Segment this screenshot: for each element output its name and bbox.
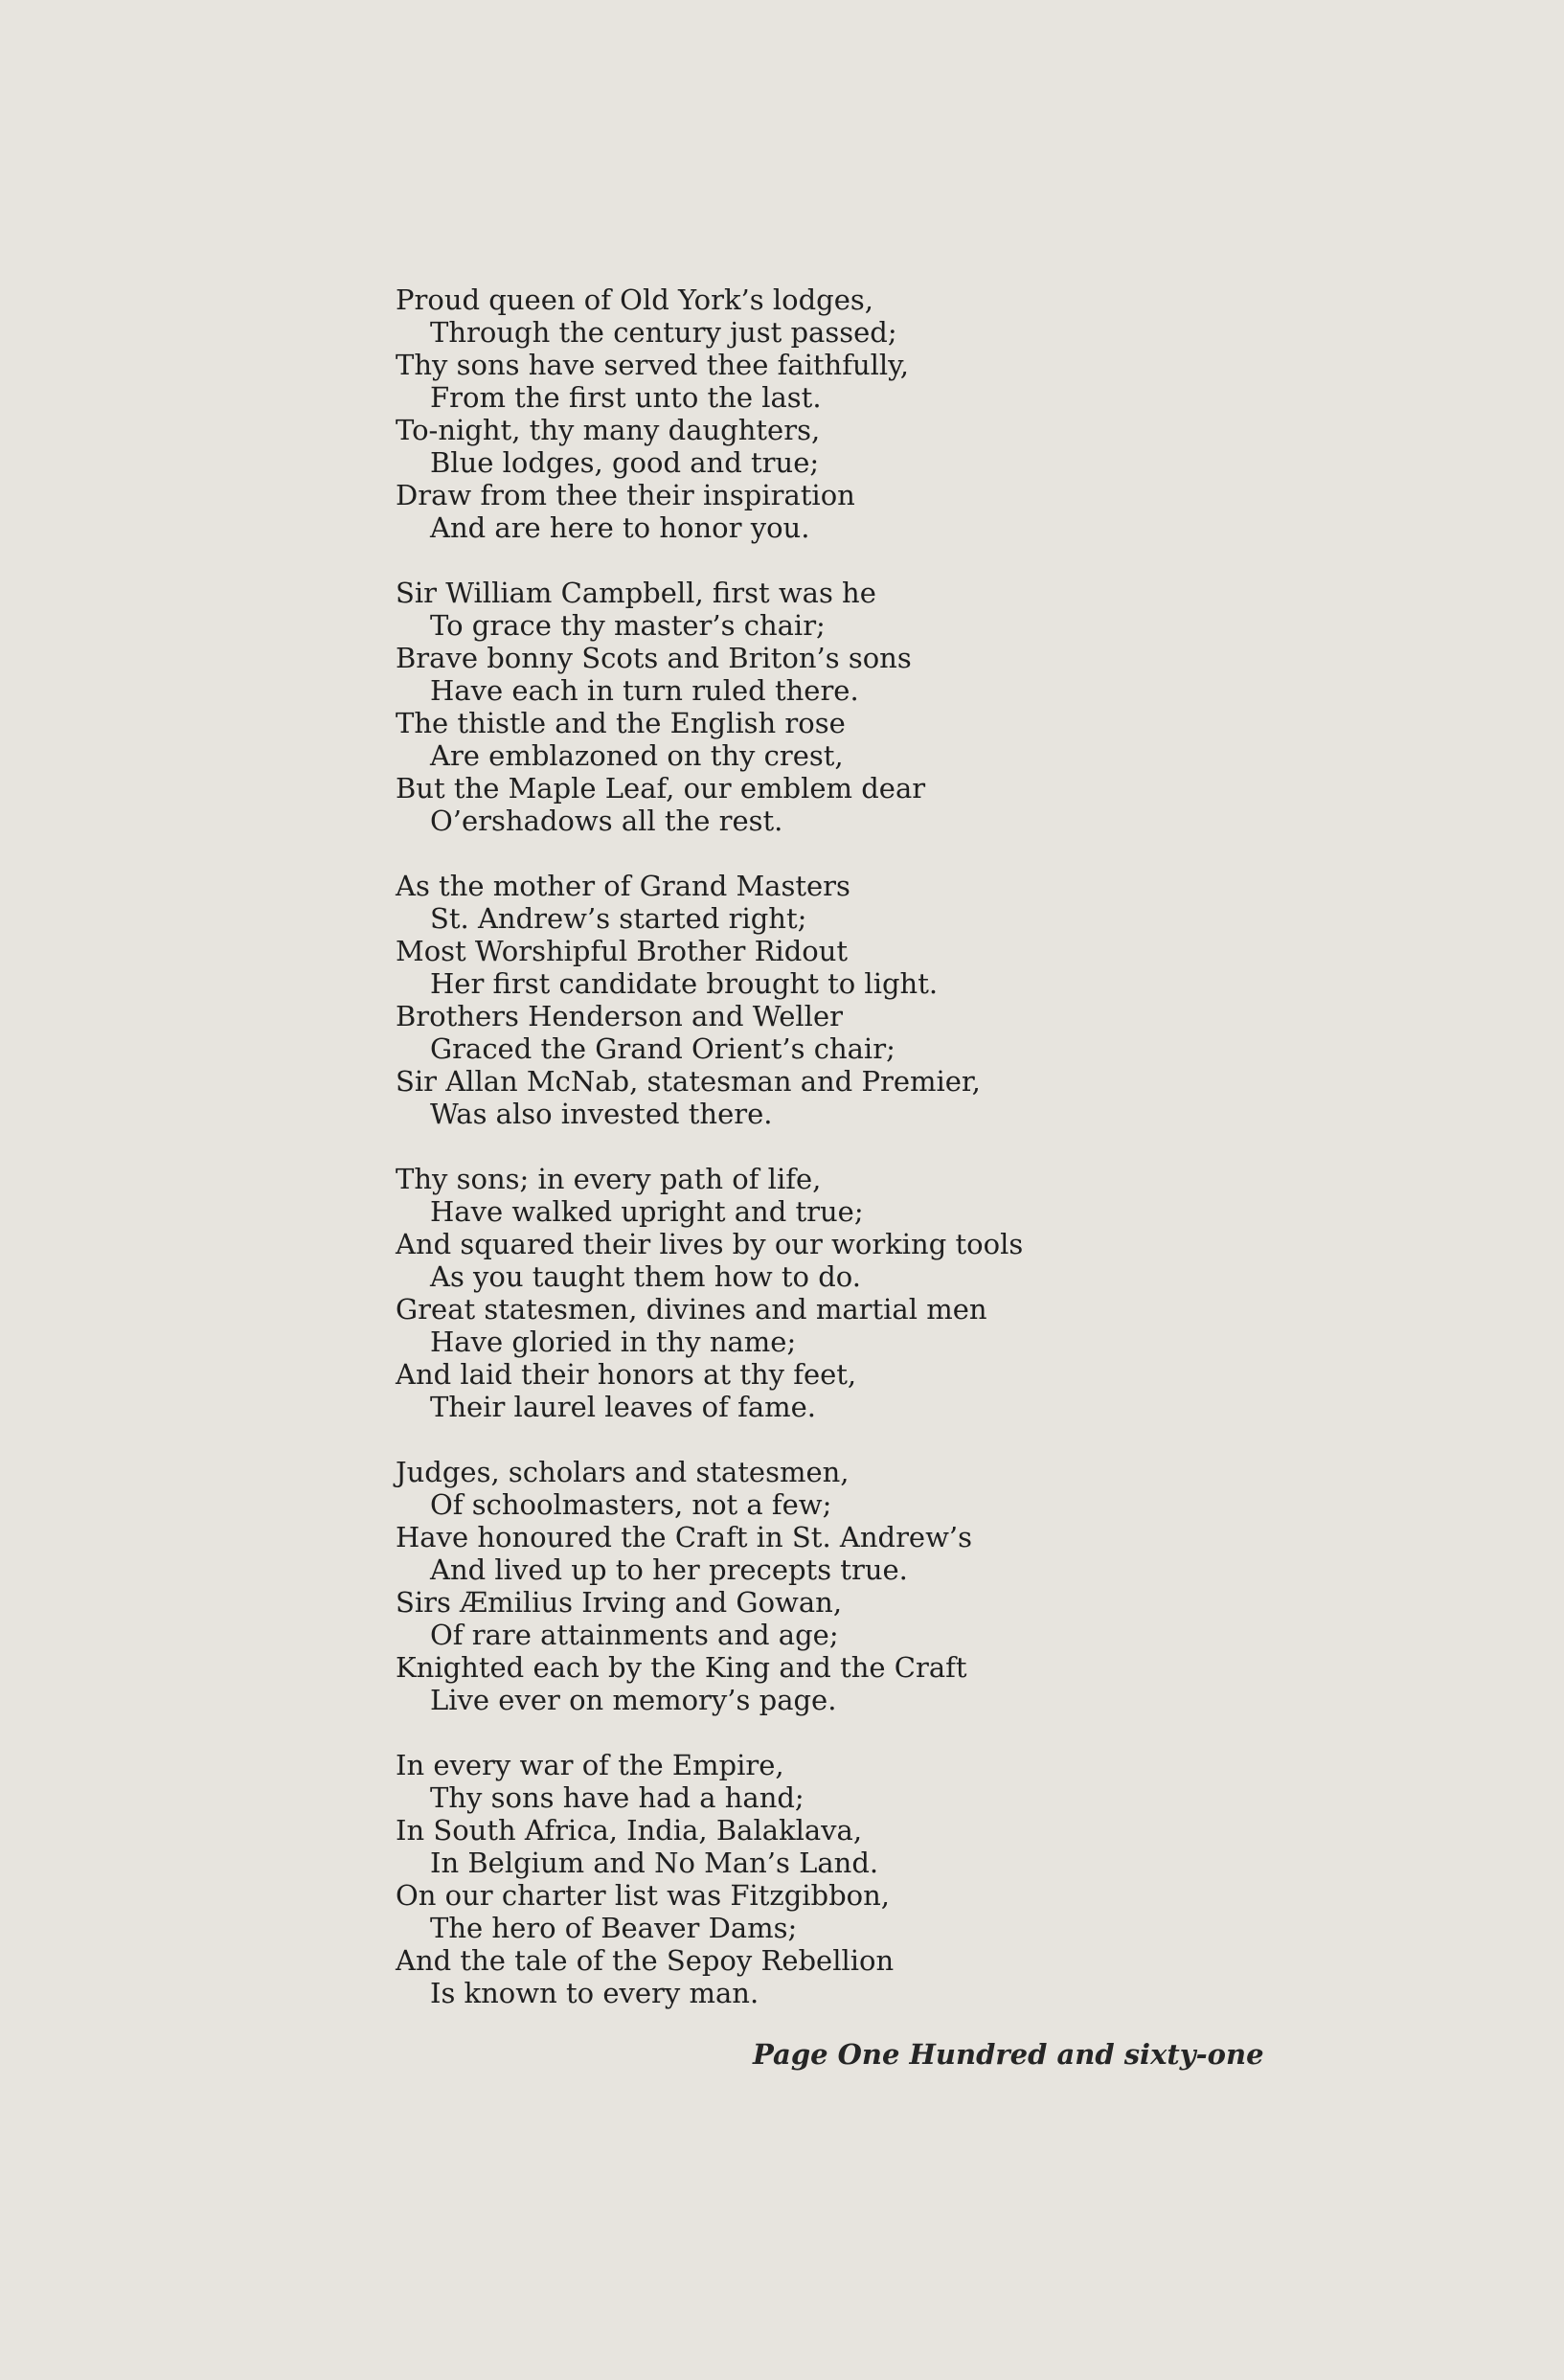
poem-line: Sirs Æmilius Irving and Gowan, [396, 1586, 843, 1619]
poem-line: As you taught them how to do. [430, 1260, 861, 1293]
stanza-2 [396, 577, 1258, 837]
poem-line: Brothers Henderson and Weller [396, 1000, 843, 1032]
poem-line: Sir William Campbell, first was he [396, 577, 876, 609]
poem-line: Draw from thee their inspiration [396, 479, 855, 511]
poem-line: To grace thy master’s chair; [430, 609, 826, 642]
poem-line: In every war of the Empire, [396, 1749, 784, 1781]
poem-line: Was also invested there. [430, 1098, 773, 1130]
stanza-4 [396, 1163, 1258, 1423]
poem-line: Of rare attainments and age; [430, 1619, 839, 1651]
stanza-5 [396, 1456, 1258, 1716]
stanza-1 [396, 283, 1258, 544]
poem-line: Through the century just passed; [430, 316, 897, 349]
poem-line: Proud queen of Old York’s lodges, [396, 283, 873, 316]
poem-line: And lived up to her precepts true. [430, 1553, 908, 1586]
poem-line: On our charter list was Fitzgibbon, [396, 1879, 891, 1912]
poem-line: Her first candidate brought to light. [430, 967, 939, 1000]
poem-line: The hero of Beaver Dams; [430, 1912, 798, 1944]
poem-line: Thy sons have served thee faithfully, [396, 349, 909, 381]
poem-line: From the first unto the last. [430, 381, 822, 414]
poem-line: But the Maple Leaf, our emblem dear [396, 772, 926, 805]
poem-line: Is known to every man. [430, 1977, 759, 2009]
poem-line: Graced the Grand Orient’s chair; [430, 1032, 895, 1065]
poem-line: In Belgium and No Man’s Land. [430, 1847, 879, 1879]
poem-line: Sir Allan McNab, statesman and Premier, [396, 1065, 981, 1098]
poem-line: And are here to honor you. [430, 511, 810, 544]
poem-line: Blue lodges, good and true; [430, 446, 820, 479]
poem-line: Judges, scholars and statesmen, [396, 1456, 850, 1488]
poem [396, 283, 1258, 2042]
poem-line: Of schoolmasters, not a few; [430, 1488, 832, 1521]
poem-line: And laid their honors at thy feet, [396, 1358, 857, 1391]
poem-line: The thistle and the English rose [396, 707, 846, 739]
poem-line: Great statesmen, divines and martial men [396, 1293, 987, 1326]
poem-line: Live ever on memory’s page. [430, 1684, 837, 1716]
poem-line: Thy sons; in every path of life, [396, 1163, 822, 1195]
poem-line: And squared their lives by our working tools [396, 1228, 1024, 1260]
poem-line: In South Africa, India, Balaklava, [396, 1814, 863, 1847]
poem-line: Their laurel leaves of fame. [430, 1391, 816, 1423]
poem-line: As the mother of Grand Masters [396, 870, 850, 902]
poem-line: Are emblazoned on thy crest, [430, 739, 844, 772]
poem-line: Thy sons have had a hand; [430, 1781, 805, 1814]
poem-line: And the tale of the Sepoy Rebellion [396, 1944, 895, 1977]
poem-line: Have each in turn ruled there. [430, 674, 859, 707]
poem-line: St. Andrew’s started right; [430, 902, 807, 935]
poem-line: Have walked upright and true; [430, 1195, 864, 1228]
poem-line: Knighted each by the King and the Craft [396, 1651, 967, 1684]
stanza-6 [396, 1749, 1258, 2009]
poem-line: To-night, thy many daughters, [396, 414, 821, 446]
poem-line: Most Worshipful Brother Ridout [396, 935, 849, 967]
poem-line: Have gloried in thy name; [430, 1326, 797, 1358]
stanza-3 [396, 870, 1258, 1130]
poem-line: Brave bonny Scots and Briton’s sons [396, 642, 912, 674]
page-number-footer: Page One Hundred and sixty-one [753, 2038, 1264, 2071]
poem-line: Have honoured the Craft in St. Andrew’s [396, 1521, 973, 1553]
poem-line: O’ershadows all the rest. [430, 805, 783, 837]
